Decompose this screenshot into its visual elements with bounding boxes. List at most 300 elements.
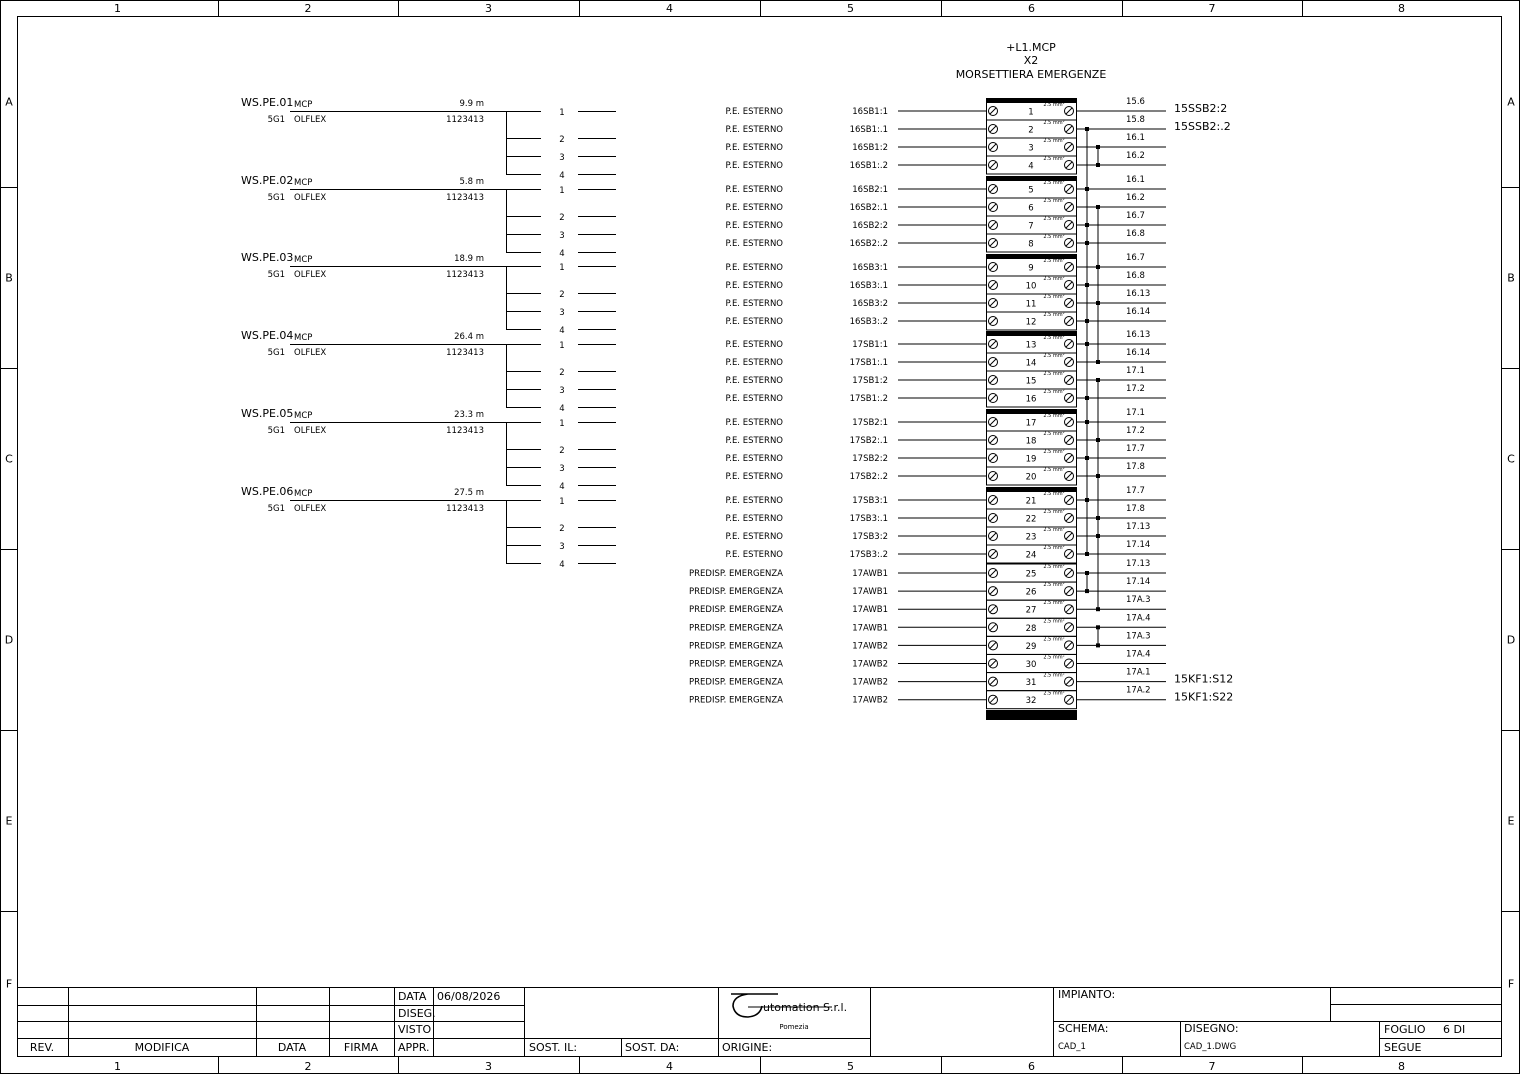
terminal-number: 27: [1025, 605, 1037, 616]
grid-column-label: 4: [666, 1060, 673, 1073]
cable-section: 5G1: [267, 348, 285, 358]
grid-row-label: B: [5, 271, 13, 285]
rev-label: REV.: [29, 1041, 55, 1054]
terminal-description: P.E. ESTERNO: [725, 496, 783, 506]
terminal-block-title: MORSETTIERA EMERGENZE: [955, 68, 1107, 81]
terminal-row: [689, 559, 1166, 582]
terminal-row: [725, 229, 1166, 252]
terminal-row: [725, 366, 1166, 389]
terminal-description: P.E. ESTERNO: [725, 221, 783, 231]
terminal-row: [725, 330, 1166, 353]
cable-core-number: 3: [559, 464, 565, 474]
terminal-reference: 16SB2:.1: [849, 203, 888, 213]
terminal-section: 2.5 mm²: [1043, 216, 1065, 222]
cable: [241, 407, 616, 492]
terminal-destination: 17A.2: [1126, 685, 1151, 696]
grid-column-label: 6: [1028, 1060, 1035, 1073]
grid-row-label: F: [5, 977, 13, 991]
terminal-description: P.E. ESTERNO: [725, 514, 783, 524]
terminal-description: P.E. ESTERNO: [725, 340, 783, 350]
cable-core-number: 4: [559, 326, 565, 336]
terminal-destination: 17A.4: [1126, 613, 1151, 624]
cable-core-number: 2: [559, 290, 565, 300]
terminal-destination: 16.13: [1126, 330, 1151, 340]
terminal-reference: 16SB1:.2: [849, 161, 888, 171]
cable-core-number: 3: [559, 542, 565, 552]
cable-type: MCP: [294, 255, 313, 265]
terminal-section: 2.5 mm²: [1043, 335, 1065, 341]
bridge-node: [1096, 438, 1100, 442]
terminal-number: 29: [1025, 641, 1037, 652]
terminal-number: 2: [1028, 125, 1034, 136]
terminal-destination: 17.7: [1126, 486, 1145, 496]
terminal-section: 2.5 mm²: [1043, 353, 1065, 359]
terminal-section: 2.5 mm²: [1043, 618, 1065, 625]
terminal-row: [725, 271, 1166, 294]
terminal-section: 2.5 mm²: [1043, 138, 1065, 144]
terminal-row: [725, 426, 1166, 449]
bridge-node: [1096, 643, 1100, 647]
terminal-number: 30: [1025, 660, 1037, 670]
terminal-reference: 17AWB2: [852, 677, 888, 688]
terminal-number: 23: [1025, 532, 1037, 543]
terminal-section: 2.5 mm²: [1043, 234, 1065, 240]
bridge-node: [1096, 265, 1100, 269]
cable-type: MCP: [294, 333, 313, 343]
terminal-row: [689, 686, 1166, 709]
terminal-number: 11: [1025, 299, 1037, 310]
terminal-row: [725, 444, 1166, 467]
grid-column-label: 7: [1208, 1060, 1216, 1073]
firma-label: FIRMA: [343, 1041, 379, 1054]
terminal-reference: 16SB3:1: [852, 263, 888, 273]
cable-section: 5G1: [267, 426, 285, 436]
cable-brand: OLFLEX: [294, 115, 327, 125]
terminal-section: 2.5 mm²: [1043, 294, 1065, 300]
terminal-section: 2.5 mm²: [1043, 636, 1065, 643]
foglio-label: FOGLIO: [1384, 1023, 1426, 1036]
terminal-row: [689, 613, 1166, 636]
terminal-description: P.E. ESTERNO: [725, 299, 783, 309]
terminal-destination: 17A.4: [1126, 649, 1151, 660]
terminal-number: 7: [1028, 221, 1034, 232]
terminal-destination: 17A.1: [1126, 667, 1151, 678]
terminal-number: 14: [1025, 358, 1037, 369]
bridge-node: [1096, 163, 1100, 167]
terminal-number: 21: [1025, 496, 1037, 507]
terminal-destination: 17.14: [1126, 540, 1151, 550]
terminal-reference: 16SB3:.1: [849, 281, 888, 291]
terminal-description: P.E. ESTERNO: [725, 472, 783, 482]
terminal-description: P.E. ESTERNO: [725, 239, 783, 249]
grid-column-label: 3: [485, 1060, 492, 1073]
terminal-section: 2.5 mm²: [1043, 102, 1065, 108]
cable-type: MCP: [294, 100, 313, 110]
terminal-reference: 16SB1:1: [852, 107, 888, 117]
terminal-section: 2.5 mm²: [1043, 371, 1065, 377]
cable-length: 23.3 m: [454, 410, 484, 420]
diseg-label: DISEG.: [398, 1007, 436, 1020]
terminal-number: 32: [1025, 696, 1037, 707]
cable-name: WS.PE.01: [241, 96, 294, 109]
cable-name: WS.PE.06: [241, 485, 294, 498]
terminal-number: 24: [1025, 550, 1037, 561]
terminal-description: P.E. ESTERNO: [725, 532, 783, 542]
terminal-row: [725, 307, 1166, 330]
terminal-section: 2.5 mm²: [1043, 413, 1065, 419]
terminal-row: [725, 193, 1166, 216]
terminal-destination: 16.2: [1126, 151, 1145, 161]
terminal-row: [725, 486, 1166, 509]
terminal-number: 17: [1025, 418, 1037, 429]
terminal-description: P.E. ESTERNO: [725, 550, 783, 560]
terminal-row: [689, 595, 1166, 618]
bridge-node: [1096, 378, 1100, 382]
terminal-description: PREDISP. EMERGENZA: [689, 569, 783, 579]
bridge-node: [1085, 571, 1089, 575]
bridge-node: [1085, 552, 1089, 556]
bridge-node: [1085, 187, 1089, 191]
grid-column-label: 5: [847, 1060, 854, 1073]
cable-code: 1123413: [446, 270, 484, 280]
terminal-description: P.E. ESTERNO: [725, 263, 783, 273]
terminal-row: [725, 97, 1166, 120]
terminal-number: 4: [1028, 161, 1034, 172]
terminal-destination: 16.14: [1126, 348, 1151, 358]
terminal-reference: 16SB3:.2: [849, 317, 888, 327]
bridge-node: [1085, 241, 1089, 245]
external-reference: 15SSB2:2: [1174, 102, 1228, 115]
terminal-reference: 17SB2:1: [852, 418, 888, 428]
cable-name: WS.PE.03: [241, 251, 294, 264]
grid-column-label: 4: [666, 2, 673, 15]
terminal-section: 2.5 mm²: [1043, 527, 1065, 533]
terminal-destination: 17A.3: [1126, 631, 1151, 642]
terminal-section: 2.5 mm²: [1043, 672, 1065, 679]
cable-core-number: 4: [559, 404, 565, 414]
grid-row-label: C: [1507, 452, 1515, 466]
terminal-row: [725, 408, 1166, 431]
cables: [241, 96, 616, 570]
cable-core-number: 2: [559, 368, 565, 378]
terminal-section: 2.5 mm²: [1043, 276, 1065, 282]
terminal-destination: 16.2: [1126, 193, 1145, 203]
terminal-description: P.E. ESTERNO: [725, 436, 783, 446]
external-reference: 15KF1:S22: [1174, 690, 1234, 704]
foglio-value: 6 DI: [1443, 1023, 1466, 1036]
terminal-destination: 16.7: [1126, 211, 1145, 221]
cable-brand: OLFLEX: [294, 348, 327, 358]
terminal-destination: 17.8: [1126, 504, 1145, 514]
terminal-reference: 17SB1:2: [852, 376, 888, 386]
terminal-section: 2.5 mm²: [1043, 509, 1065, 515]
grid-row-label: E: [1507, 814, 1515, 828]
terminal-number: 22: [1025, 514, 1037, 525]
terminal-section: 2.5 mm²: [1043, 156, 1065, 162]
cable-brand: OLFLEX: [294, 270, 327, 280]
terminal-destination: 15.6: [1126, 97, 1145, 107]
grid-column-label: 2: [304, 2, 312, 15]
location-label: +L1.MCP: [1006, 41, 1056, 54]
bridge-node: [1085, 319, 1089, 323]
terminal-destination: 16.1: [1126, 133, 1145, 143]
terminal-destination: 16.8: [1126, 229, 1145, 239]
visto-label: VISTO: [398, 1023, 432, 1036]
terminal-row: [725, 540, 1166, 563]
terminal-description: P.E. ESTERNO: [725, 185, 783, 195]
grid-column-label: 3: [485, 2, 492, 15]
external-references: [1174, 102, 1233, 704]
cable-section: 5G1: [267, 504, 285, 514]
terminal-description: PREDISP. EMERGENZA: [689, 587, 783, 598]
company-name: utomation S.r.l.: [763, 1001, 848, 1014]
cable-core-number: 1: [559, 419, 565, 429]
terminal-destination: 17.13: [1126, 522, 1151, 532]
terminal-number: 12: [1025, 317, 1037, 328]
terminal-reference: 17SB3:1: [852, 496, 888, 506]
cable-core-number: 3: [559, 308, 565, 318]
cable: [241, 485, 616, 570]
grid-row-label: D: [4, 633, 14, 647]
terminal-row: [689, 577, 1166, 600]
terminal-bridges: [1085, 127, 1100, 647]
bridge-node: [1096, 205, 1100, 209]
terminal-reference: 17AWB2: [852, 659, 888, 670]
company-logo: [731, 994, 847, 1031]
terminal-number: 8: [1028, 239, 1034, 250]
terminal-strip: [689, 97, 1166, 720]
cable-code: 1123413: [446, 426, 484, 436]
cable: [241, 251, 616, 336]
terminal-description: P.E. ESTERNO: [725, 203, 783, 213]
grid-column-label: 6: [1028, 2, 1035, 15]
schema-label: SCHEMA:: [1058, 1022, 1109, 1035]
grid-column-label: 2: [304, 1060, 312, 1073]
grid-column-label: 5: [847, 2, 854, 15]
cable-section: 5G1: [267, 193, 285, 203]
terminal-number: 26: [1025, 587, 1037, 598]
cable-type: MCP: [294, 411, 313, 421]
bridge-node: [1096, 607, 1100, 611]
terminal-section: 2.5 mm²: [1043, 564, 1065, 570]
terminal-row: [725, 462, 1166, 485]
terminal-destination: 17.13: [1126, 559, 1151, 569]
terminal-section: 2.5 mm²: [1043, 258, 1065, 264]
bridge-node: [1096, 625, 1100, 629]
terminal-description: PREDISP. EMERGENZA: [689, 623, 783, 634]
terminal-reference: 16SB1:2: [852, 143, 888, 153]
terminal-reference: 17SB1:1: [852, 340, 888, 350]
external-reference: 15SSB2:.2: [1174, 120, 1231, 133]
terminal-reference: 17AWB1: [852, 569, 888, 579]
impianto-label: IMPIANTO:: [1058, 988, 1116, 1001]
terminal-reference: 17SB1:.2: [849, 394, 888, 404]
terminal-reference: 17SB3:.1: [849, 514, 888, 524]
terminal-reference: 16SB2:1: [852, 185, 888, 195]
company-city: Pomezia: [779, 1023, 809, 1031]
cable-name: WS.PE.02: [241, 174, 294, 187]
data-value: 06/08/2026: [437, 990, 501, 1003]
cable-code: 1123413: [446, 193, 484, 203]
terminal-number: 15: [1025, 376, 1037, 387]
disegno-value: CAD_1.DWG: [1184, 1042, 1237, 1052]
terminal-reference: 16SB1:.1: [849, 125, 888, 135]
cable-length: 26.4 m: [454, 332, 484, 342]
terminal-number: 16: [1025, 394, 1037, 405]
terminal-row: [725, 253, 1166, 276]
terminal-row: [725, 175, 1166, 198]
cable-length: 9.9 m: [459, 99, 484, 109]
cable-core-number: 3: [559, 153, 565, 163]
cable-section: 5G1: [267, 115, 285, 125]
grid-row-label: A: [5, 95, 13, 109]
cable-section: 5G1: [267, 270, 285, 280]
cable-brand: OLFLEX: [294, 504, 327, 514]
terminal-number: 5: [1028, 185, 1034, 196]
schema-value: CAD_1: [1058, 1042, 1086, 1052]
cable-core-number: 2: [559, 524, 565, 534]
bridge-node: [1085, 396, 1089, 400]
terminal-destination: 17.8: [1126, 462, 1145, 472]
grid-column-label: 8: [1398, 1060, 1405, 1073]
cable-core-number: 1: [559, 497, 565, 507]
terminal-number: 18: [1025, 436, 1037, 447]
terminal-destination: 16.14: [1126, 307, 1151, 317]
terminal-number: 10: [1025, 281, 1037, 292]
cable: [241, 174, 616, 259]
grid-row-label: F: [1507, 977, 1515, 991]
modifica-label: MODIFICA: [134, 1041, 190, 1054]
terminal-reference: 17SB2:.2: [849, 472, 888, 482]
terminal-description: PREDISP. EMERGENZA: [689, 659, 783, 670]
terminal-reference: 17AWB1: [852, 623, 888, 634]
terminal-reference: 17AWB2: [852, 641, 888, 652]
terminal-row: [725, 115, 1166, 138]
terminal-section: 2.5 mm²: [1043, 389, 1065, 395]
terminal-destination: 17A.3: [1126, 595, 1151, 606]
terminal-section: 2.5 mm²: [1043, 600, 1065, 607]
sost-il-label: SOST. IL:: [529, 1041, 578, 1054]
terminal-destination: 17.1: [1126, 408, 1145, 418]
cable: [241, 329, 616, 414]
terminal-number: 6: [1028, 203, 1034, 214]
cable-core-number: 2: [559, 135, 565, 145]
bridge-node: [1085, 589, 1089, 593]
grid-column-label: 1: [114, 1060, 121, 1073]
terminal-section: 2.5 mm²: [1043, 690, 1065, 697]
terminal-destination: 15.8: [1126, 115, 1145, 125]
cable-core-number: 1: [559, 108, 565, 118]
cable-code: 1123413: [446, 348, 484, 358]
terminal-row: [725, 504, 1166, 527]
terminal-description: P.E. ESTERNO: [725, 125, 783, 135]
terminal-block-label: X2: [1023, 54, 1039, 67]
bridge-node: [1085, 127, 1089, 131]
terminal-description: P.E. ESTERNO: [725, 376, 783, 386]
terminal-section: 2.5 mm²: [1043, 431, 1065, 437]
terminal-number: 20: [1025, 472, 1037, 483]
cable-core-number: 3: [559, 386, 565, 396]
terminal-section: 2.5 mm²: [1043, 582, 1065, 589]
terminal-number: 28: [1025, 623, 1037, 634]
terminal-number: 13: [1025, 340, 1037, 351]
disegno-label: DISEGNO:: [1184, 1022, 1239, 1035]
terminal-section: 2.5 mm²: [1043, 312, 1065, 318]
terminal-description: PREDISP. EMERGENZA: [689, 695, 783, 706]
terminal-destination: 17.7: [1126, 444, 1145, 454]
terminal-row: [725, 151, 1166, 174]
origine-label: ORIGINE:: [722, 1041, 773, 1054]
cable-code: 1123413: [446, 504, 484, 514]
external-reference: 15KF1:S12: [1174, 672, 1234, 686]
terminal-description: PREDISP. EMERGENZA: [689, 605, 783, 616]
terminal-description: PREDISP. EMERGENZA: [689, 641, 783, 652]
terminal-row: [725, 522, 1166, 545]
grid-row-label: C: [5, 452, 13, 466]
terminal-row: [725, 211, 1166, 234]
terminal-section: 2.5 mm²: [1043, 198, 1065, 204]
terminal-reference: 17AWB1: [852, 605, 888, 616]
terminal-description: P.E. ESTERNO: [725, 317, 783, 327]
terminal-destination: 17.14: [1126, 577, 1151, 588]
terminal-destination: 17.2: [1126, 384, 1145, 394]
sost-da-label: SOST. DA:: [625, 1041, 680, 1054]
cable-code: 1123413: [446, 115, 484, 125]
terminal-section: 2.5 mm²: [1043, 120, 1065, 126]
bridge-node: [1096, 145, 1100, 149]
terminal-reference: 17SB3:2: [852, 532, 888, 542]
terminal-row: [689, 668, 1166, 691]
cable-core-number: 1: [559, 186, 565, 196]
terminal-destination: 16.7: [1126, 253, 1145, 263]
segue-label: SEGUE: [1384, 1041, 1422, 1054]
terminal-reference: 17SB2:.1: [849, 436, 888, 446]
terminal-reference: 17SB2:2: [852, 454, 888, 464]
cable-core-number: 4: [559, 482, 565, 492]
grid-column-label: 1: [114, 2, 121, 15]
cable: [241, 96, 616, 181]
terminal-number: 9: [1028, 263, 1034, 274]
grid-row-label: B: [1507, 271, 1515, 285]
grid-column-label: 7: [1208, 2, 1216, 15]
terminal-number: 31: [1025, 678, 1037, 689]
appr-label: APPR.: [398, 1041, 430, 1054]
terminal-reference: 17SB3:.2: [849, 550, 888, 560]
terminal-description: P.E. ESTERNO: [725, 418, 783, 428]
cable-core-number: 2: [559, 446, 565, 456]
cable-length: 18.9 m: [454, 254, 484, 264]
terminal-row: [725, 348, 1166, 371]
terminal-reference: 17AWB2: [852, 695, 888, 706]
terminal-description: P.E. ESTERNO: [725, 281, 783, 291]
grid-row-label: A: [1507, 95, 1515, 109]
terminal-destination: 16.1: [1126, 175, 1145, 185]
terminal-description: P.E. ESTERNO: [725, 358, 783, 368]
terminal-description: P.E. ESTERNO: [725, 143, 783, 153]
terminal-destination: 17.1: [1126, 366, 1145, 376]
cable-core-number: 3: [559, 231, 565, 241]
terminal-description: PREDISP. EMERGENZA: [689, 677, 783, 688]
terminal-number: 3: [1028, 143, 1034, 154]
cable-name: WS.PE.05: [241, 407, 294, 420]
terminal-reference: 16SB3:2: [852, 299, 888, 309]
terminal-description: P.E. ESTERNO: [725, 161, 783, 171]
cable-core-number: 1: [559, 263, 565, 273]
cable-type: MCP: [294, 489, 313, 499]
cable-core-number: 4: [559, 171, 565, 181]
cable-core-number: 1: [559, 341, 565, 351]
terminal-row: [725, 133, 1166, 156]
